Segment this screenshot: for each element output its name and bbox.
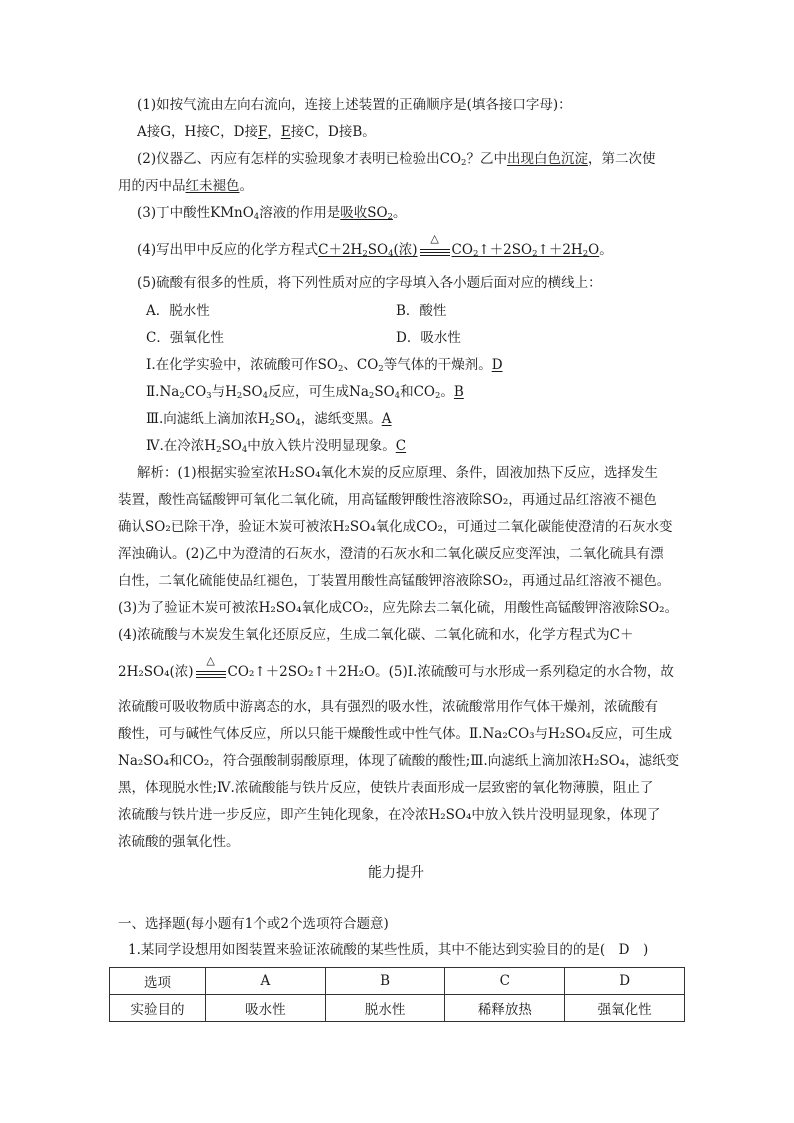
explanation-line: 确认SO₂已除干净，验证木炭可被浓H₂SO₄氧化成CO₂，可通过二氧化碳能使澄清的石灰水变	[118, 519, 673, 535]
explanation-equation-line: 2H₂SO₄(浓) △ CO₂↑＋2SO₂↑＋2H₂O。(5)Ⅰ.浓硫酸可与水形成一系列稳定的水合物，故	[118, 654, 674, 680]
table-cell: 稀释放热	[445, 995, 565, 1022]
q5-item-2: $Ⅱ.Na_2CO_3$与$H_2SO_4$反应，可生成$Na_2SO_4$和$CO_2$。B	[146, 384, 464, 401]
equation-answer: $C+2H_2SO_4$(浓) △ $CO_2↑+2SO_2↑+2H_2O$	[318, 232, 600, 259]
explanation-line: 解析：(1)根据实验室浓H₂SO₄氧化木炭的反应原理、条件，固液加热下反应，选择发生	[137, 465, 659, 481]
heating-condition	[194, 654, 228, 682]
answer-blank: 吸收$SO_2$	[340, 205, 393, 222]
q5-item-1: Ⅰ.在化学实验中，浓硫酸可作$SO_2$、$CO_2$等气体的干燥剂。D	[146, 357, 503, 374]
table-cell: 脱水性	[325, 995, 445, 1022]
explanation-line: 浓硫酸与铁片进一步反应，即产生钝化现象，在冷浓H₂SO₄中放入铁片没明显现象，体现了	[118, 807, 661, 823]
q4-line: (4)写出甲中反应的化学方程式$C+2H_2SO_4$(浓) △ $CO_2↑+2SO_2↑+2H_2O$。	[137, 232, 613, 259]
q5-option-b: B．酸性	[396, 303, 447, 319]
question-1-text: 1.某同学设想用如图装置来验证浓硫酸的某些性质，其中不能达到实验目的的是( D )	[128, 942, 649, 958]
q2-line2: 用的丙中品红未褪色。	[118, 178, 253, 194]
q5-question: (5)硫酸有很多的性质，将下列性质对应的字母填入各小题后面对应的横线上：	[137, 275, 602, 291]
heat-triangle-icon: △	[206, 654, 215, 667]
table-header-row	[110, 968, 685, 995]
q5-item-4: Ⅳ.在冷浓$H_2SO_4$中放入铁片没明显现象。C	[146, 438, 407, 455]
explanation-line: 浓硫酸可吸收物质中游离态的水，具有强烈的吸水性，浓硫酸常用作气体干燥剂，浓硫酸有	[118, 699, 658, 715]
answer-blank: 出现白色沉淀	[506, 151, 588, 167]
explanation-line: 装置，酸性高锰酸钾可氧化二氧化硫，用高锰酸钾酸性溶液除SO₂，再通过品红溶液不褪色	[118, 492, 657, 508]
answer-blank: A	[381, 411, 392, 427]
explanation-line: 浑浊确认。(2)乙中为澄清的石灰水，澄清的石灰水和二氧化碳反应变浑浊，二氧化硫具有漂	[118, 546, 664, 562]
q1-answer: A接G，H接C，D接F，E接C，D接B。	[137, 124, 376, 140]
part-heading: 一、选择题(每小题有1个或2个选项符合题意)	[118, 916, 389, 932]
explanation-line: 酸性，可与碱性气体反应，所以只能干燥酸性或中性气体。Ⅱ.Na₂CO₃与H₂SO₄反应，可生成	[118, 726, 672, 742]
table-cell: 强氧化性	[565, 995, 685, 1022]
answer-blank: D	[491, 357, 503, 373]
table-cell: 吸水性	[206, 995, 326, 1022]
answer-blank: E	[280, 124, 291, 140]
table-cell: D	[565, 968, 685, 995]
table-cell: B	[325, 968, 445, 995]
q5-option-c: C．强氧化性	[146, 330, 224, 346]
table-cell: A	[206, 968, 326, 995]
explanation-line: Na₂SO₄和CO₂，符合强酸制弱酸原理，体现了硫酸的酸性;Ⅲ.向滤纸上滴加浓H₂SO₄，滤纸变	[118, 753, 680, 769]
answer-blank: B	[453, 384, 464, 400]
answer-blank: F	[257, 124, 268, 140]
section-title: 能力提升	[368, 865, 424, 881]
q2-line1: (2)仪器乙、丙应有怎样的实验现象才表明已检验出$CO_2$？乙中出现白色沉淀，第二次使	[137, 151, 656, 168]
table-cell: C	[445, 968, 565, 995]
options-table	[109, 967, 685, 1022]
q5-item-3: Ⅲ.向滤纸上滴加浓$H_2SO_4$，滤纸变黑。A	[146, 411, 392, 428]
heating-condition	[418, 232, 452, 260]
explanation-line: (4)浓硫酸与木炭发生氧化还原反应，生成二氧化碳、二氧化硫和水，化学方程式为C＋	[118, 627, 634, 643]
explanation-line: 浓硫酸的强氧化性。	[118, 834, 240, 850]
explanation-line: 黑，体现脱水性;Ⅳ.浓硫酸能与铁片反应，使铁片表面形成一层致密的氧化物薄膜，阻止了	[118, 780, 654, 796]
answer-blank: 红未褪色	[185, 178, 240, 194]
explanation-line: 白性，二氧化硫能使品红褪色，丁装置用酸性高锰酸钾溶液除SO₂，再通过品红溶液不褪色。	[118, 573, 671, 589]
heat-triangle-icon: △	[430, 232, 439, 245]
q5-option-d: D．吸水性	[396, 330, 461, 346]
q1-question: (1)如按气流由左向右流向，连接上述装置的正确顺序是(填各接口字母)：	[137, 97, 572, 113]
answer-blank: C	[395, 438, 407, 454]
explanation-line: (3)为了验证木炭可被浓H₂SO₄氧化成CO₂，应先除去二氧化硫，用酸性高锰酸钾溶液除SO₂。	[118, 600, 679, 616]
table-cell: 选项	[110, 968, 206, 995]
table-cell: 实验目的	[110, 995, 206, 1022]
table-row	[110, 995, 685, 1022]
q5-option-a: A．脱水性	[146, 303, 210, 319]
q3-line: (3)丁中酸性KMnO$_4$溶液的作用是吸收$SO_2$。	[137, 205, 407, 222]
